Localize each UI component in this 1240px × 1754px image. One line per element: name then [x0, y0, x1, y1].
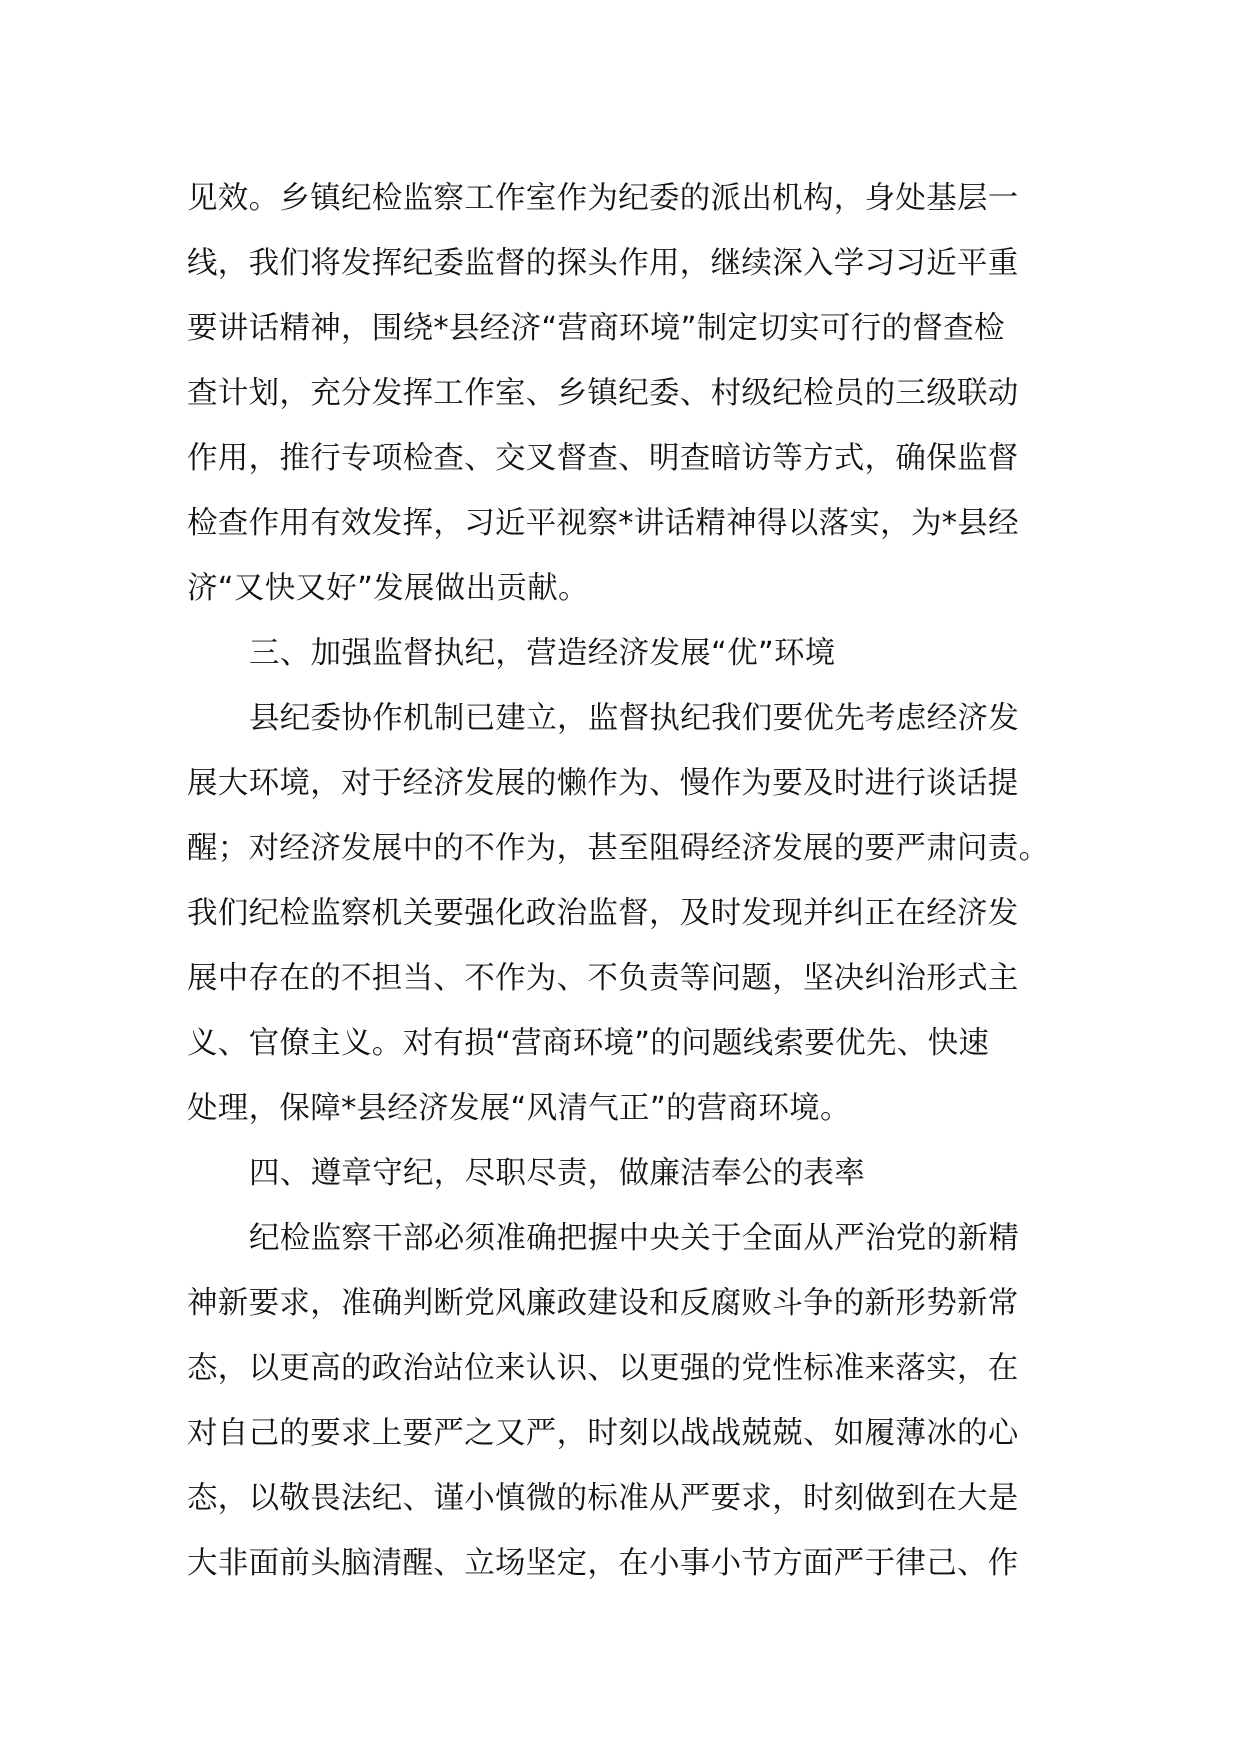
text-line: 县纪委协作机制已建立，监督执纪我们要优先考虑经济发: [249, 701, 1019, 736]
text-line: 检查作用有效发挥，习近平视察*讲话精神得以落实，为*县经: [187, 506, 1019, 541]
text-line: 展大环境，对于经济发展的懒作为、慢作为要及时进行谈话提: [187, 766, 1019, 801]
text-line: 我们纪检监察机关要强化政治监督，及时发现并纠正在经济发: [187, 896, 1019, 931]
section-heading-3: 三、加强监督执纪，营造经济发展“优”环境: [249, 636, 836, 671]
text-line: 纪检监察干部必须准确把握中央关于全面从严治党的新精: [249, 1221, 1019, 1256]
section-heading-4: 四、遵章守纪，尽职尽责，做廉洁奉公的表率: [249, 1156, 865, 1191]
text-line: 处理，保障*县经济发展“风清气正”的营商环境。: [187, 1091, 851, 1126]
text-line: 查计划，充分发挥工作室、乡镇纪委、村级纪检员的三级联动: [187, 376, 1019, 411]
text-line: 态，以敬畏法纪、谨小慎微的标准从严要求，时刻做到在大是: [187, 1481, 1019, 1516]
document-body: [187, 166, 1057, 1596]
text-line: 线，我们将发挥纪委监督的探头作用，继续深入学习习近平重: [187, 246, 1019, 281]
text-line: 醒；对经济发展中的不作为，甚至阻碍经济发展的要严肃问责。: [187, 831, 1050, 866]
text-line: 态，以更高的政治站位来认识、以更强的党性标准来落实，在: [187, 1351, 1019, 1386]
text-line: 神新要求，准确判断党风廉政建设和反腐败斗争的新形势新常: [187, 1286, 1019, 1321]
text-line: 义、官僚主义。对有损“营商环境”的问题线索要优先、快速: [187, 1026, 990, 1061]
text-line: 作用，推行专项检查、交叉督查、明查暗访等方式，确保监督: [187, 441, 1019, 476]
text-line: 展中存在的不担当、不作为、不负责等问题，坚决纠治形式主: [187, 961, 1019, 996]
text-line: 济“又快又好”发展做出贡献。: [187, 571, 589, 606]
text-line: 见效。乡镇纪检监察工作室作为纪委的派出机构，身处基层一: [187, 181, 1019, 216]
text-line: 大非面前头脑清醒、立场坚定，在小事小节方面严于律己、作: [187, 1546, 1019, 1581]
text-line: 要讲话精神，围绕*县经济“营商环境”制定切实可行的督查检: [187, 311, 1005, 346]
text-line: 对自己的要求上要严之又严，时刻以战战兢兢、如履薄冰的心: [187, 1416, 1019, 1451]
